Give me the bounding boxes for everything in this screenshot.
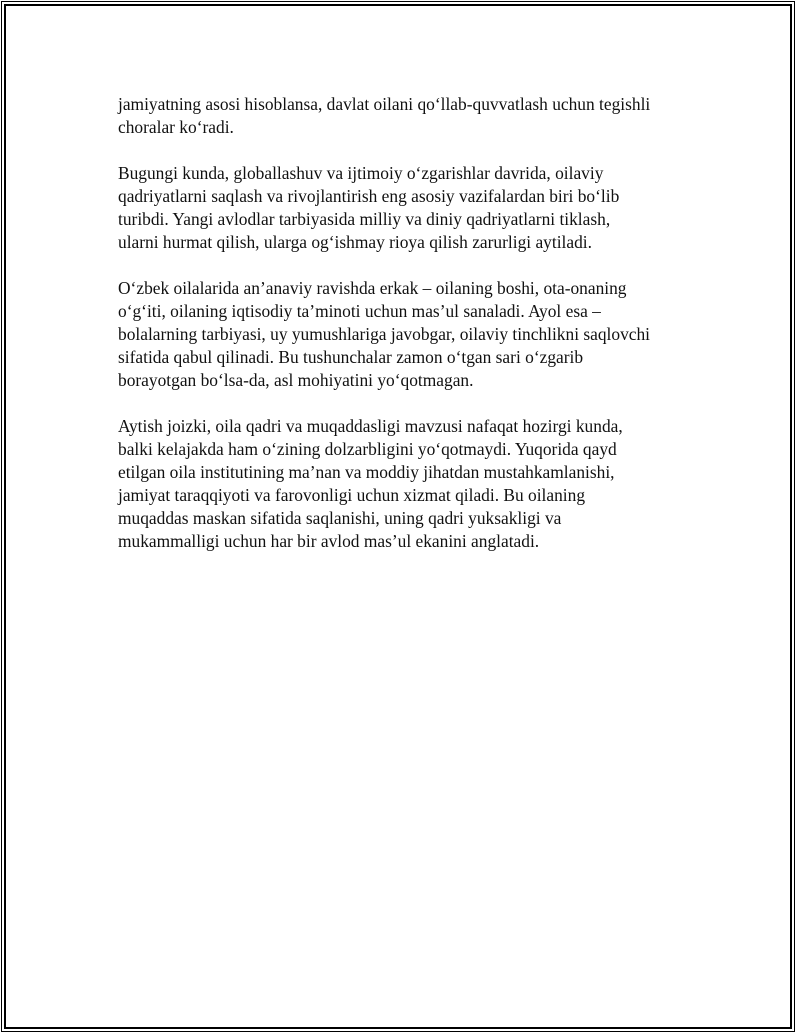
text-line: Bugungi kunda, globallashuv va ijtimoiy o‘zgarishlar davrida, oilaviy [118, 163, 604, 183]
text-line: Aytish joizki, oila qadri va muqaddasligi mavzusi nafaqat hozirgi kunda, [118, 416, 623, 436]
text-line: turibdi. Yangi avlodlar tarbiyasida milliy va diniy qadriyatlarni tiklash, [118, 209, 611, 229]
text-line: jamiyatning asosi hisoblansa, davlat oilani qo‘llab-quvvatlash uchun tegishli [118, 94, 651, 114]
text-line: bolalarning tarbiyasi, uy yumushlariga javobgar, oilaviy tinchlikni saqlovchi [118, 324, 651, 344]
text-line: sifatida qabul qilinadi. Bu tushunchalar zamon o‘tgan sari o‘zgarib [118, 347, 584, 367]
text-line: balki kelajakda ham o‘zining dolzarbligini yo‘qotmaydi. Yuqorida qayd [118, 439, 617, 459]
text-line: mukammalligi uchun har bir avlod mas’ul ekanini anglatadi. [118, 531, 540, 551]
text-line: jamiyat taraqqiyoti va farovonligi uchun xizmat qiladi. Bu oilaning [118, 485, 586, 505]
paragraph-4 [118, 415, 698, 553]
text-line: o‘g‘iti, oilaning iqtisodiy ta’minoti uchun mas’ul sanaladi. Ayol esa – [118, 301, 601, 321]
text-line: borayotgan bo‘lsa-da, asl mohiyatini yo‘qotmagan. [118, 370, 474, 390]
text-line: O‘zbek oilalarida an’anaviy ravishda erkak – oilaning boshi, ota-onaning [118, 278, 627, 298]
paragraph-1 [118, 93, 698, 139]
text-line: ularni hurmat qilish, ularga og‘ishmay rioya qilish zarurligi aytiladi. [118, 232, 592, 252]
text-line: choralar ko‘radi. [118, 117, 234, 137]
paragraph-3 [118, 277, 698, 392]
text-line: etilgan oila institutining ma’nan va moddiy jihatdan mustahkamlanishi, [118, 462, 615, 482]
paragraph-2 [118, 162, 698, 254]
document-body [118, 93, 698, 576]
text-line: qadriyatlarni saqlash va rivojlantirish eng asosiy vazifalardan biri bo‘lib [118, 186, 620, 206]
text-line: muqaddas maskan sifatida saqlanishi, uning qadri yuksakligi va [118, 508, 562, 528]
